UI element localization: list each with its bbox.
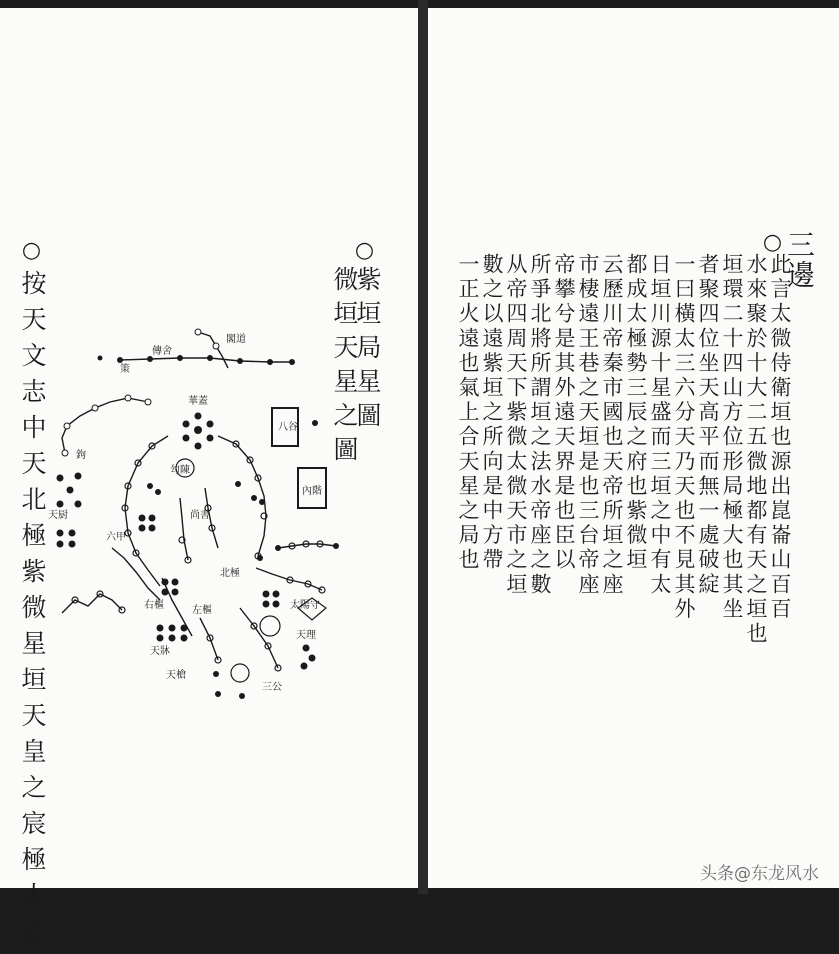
star-label-tianchu: 天厨 [48, 510, 68, 521]
star-label-beiji: 北極 [220, 568, 240, 579]
heading-circle-mark: ○ [760, 230, 785, 255]
star-label-chuanshe: 傳舍 [152, 346, 172, 357]
text-line: 都成太極勢三辰之府也紫微垣 [624, 253, 648, 573]
text-line: 數之以遠紫垣之所向是中方帶 [480, 253, 504, 573]
annotation-text: 按天文志中天北極紫微星垣天皇之宸極太乙 [18, 270, 47, 954]
star-label-youshu: 右樞 [144, 600, 164, 611]
star-label-tianqiang: 天槍 [166, 670, 186, 681]
star-label-sangong: 三公 [262, 682, 282, 693]
diagram-title: 紫垣局星圖 [353, 266, 382, 436]
star-label-tianchuang: 天牀 [150, 646, 170, 657]
text-line: 一曰橫太三六分天乃天也不見其外 [672, 253, 696, 622]
classical-text-body [456, 253, 792, 813]
text-line: 一正火遠也氣上合天星之局也 [456, 253, 480, 573]
star-label-liujia: 六甲 [106, 532, 126, 543]
text-line: 云歷川帝秦市國也天帝所垣之座 [600, 253, 624, 598]
text-line: 垣環二十四山方位形局極大也其坐 [720, 253, 744, 622]
star-label-gedao: 閣道 [226, 334, 246, 345]
star-label-neijie: 內階 [302, 486, 322, 497]
text-line: 此言太微侍衛垣也源出崑崙山百百 [768, 253, 792, 622]
text-line: 日垣川源十星盛而三垣之中有太 [648, 253, 672, 598]
star-label-zuoshu: 左樞 [192, 605, 212, 616]
star-map-diagram [40, 308, 340, 738]
star-label-bagu: 八谷 [278, 422, 298, 433]
star-label-shangshu: 尚書 [190, 510, 210, 521]
left-page [0, 8, 418, 954]
chapter-heading: 三邊 [783, 230, 816, 290]
title-circle-mark: ○ [352, 238, 377, 263]
watermark: 头条@东龙风水 [700, 864, 819, 884]
star-label-huagai: 華蓋 [188, 396, 208, 407]
note-circle-mark: ○ [19, 238, 44, 263]
text-line: 水來聚於十大二五微地都有天之垣也 [744, 253, 768, 647]
star-label-taiyang: 太陽守 [290, 600, 320, 611]
text-line: 从帝四周天下紫微太微天市之垣 [504, 253, 528, 598]
star-label-tianli: 天理 [296, 630, 316, 641]
book-spine [418, 0, 428, 894]
star-label-ce: 策 [120, 364, 130, 375]
text-line: 帝攀兮是其外遠天界是也臣以 [552, 253, 576, 573]
text-line: 者聚四位坐天高平而無一處破綻 [696, 253, 720, 598]
star-label-gouchen: 勾陳 [170, 465, 190, 476]
text-line: 所爭北將所謂垣之法水帝座之數 [528, 253, 552, 598]
text-line: 市棲遠王巷之天垣是也三台帝座 [576, 253, 600, 598]
star-label-gou: 鉤 [76, 450, 86, 461]
diagram-subtitle: 微垣天星之圖 [330, 266, 359, 470]
